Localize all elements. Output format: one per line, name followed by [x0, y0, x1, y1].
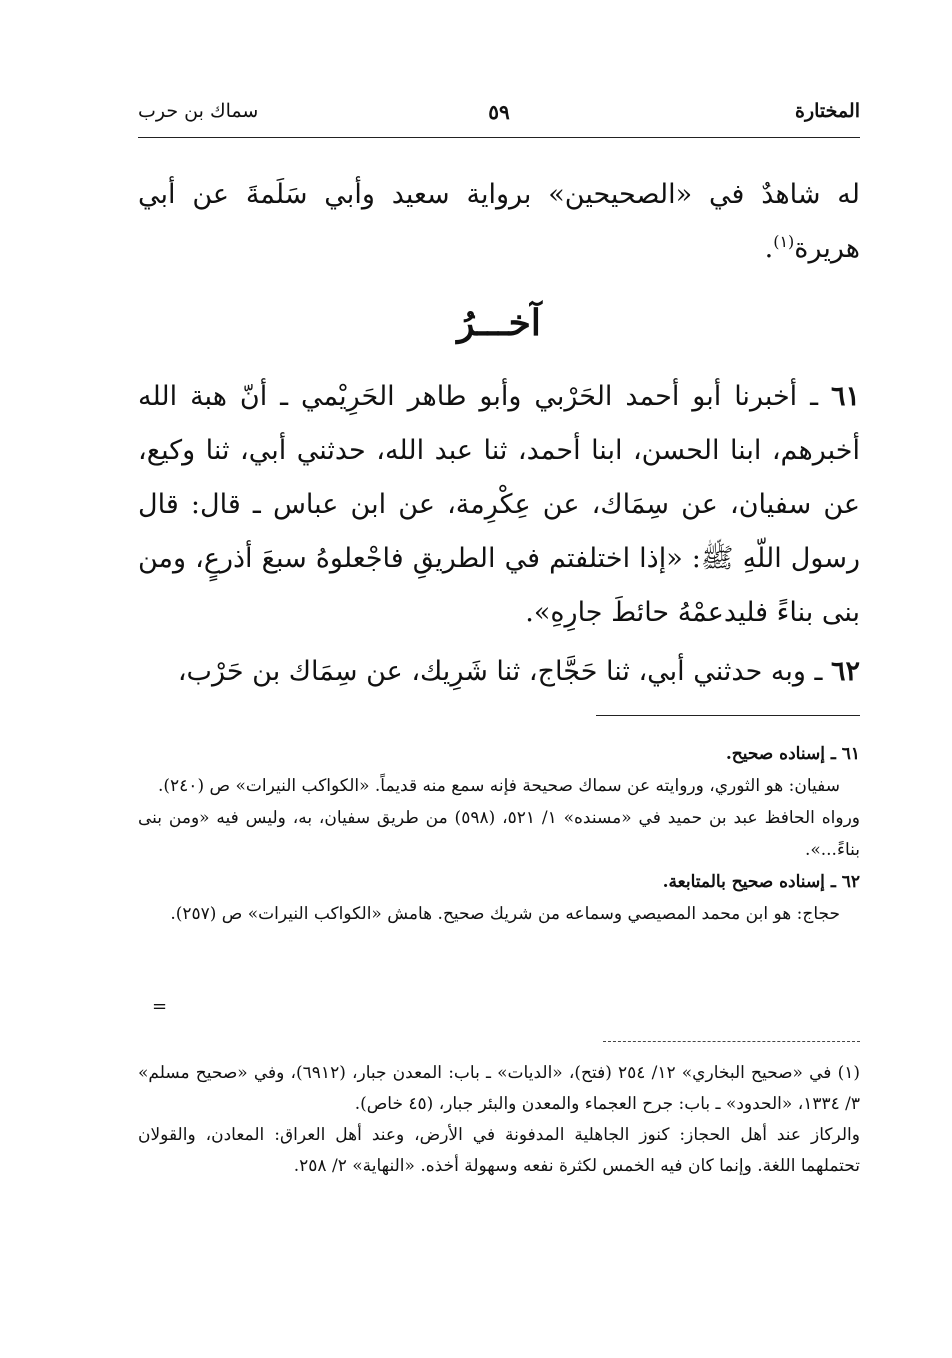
header-chapter-title: سماك بن حرب [138, 100, 259, 122]
note-61-heading: ٦١ ـ إسناده صحيح. [725, 744, 860, 764]
commentary-notes [138, 738, 860, 930]
intro-text: له شاهدٌ في «الصحيحين» برواية سعيد وأبي سَلَمةَ عن أبي هريرة [138, 179, 860, 264]
header-rule [138, 137, 860, 138]
intro-end: . [764, 233, 774, 264]
footnotes [138, 1058, 860, 1182]
note-62-heading: ٦٢ ـ إسناده صحيح بالمتابعة. [662, 872, 860, 892]
section-title: آخـــرُ [457, 302, 541, 344]
continuation-mark: = [152, 996, 168, 1017]
notes-rule [596, 715, 860, 716]
footnote-ref: (١) [773, 232, 795, 251]
hadith-62-text: ـ وبه حدثني أبي، ثنا حَجَّاج، ثنا شَرِيك، عن سِمَاك بن حَرْب، [177, 656, 823, 687]
footnote-1-part-b: والركاز عند أهل الحجاز: كنوز الجاهلية المدفونة في الأرض، وعند أهل العراق: المعادن، والقولان تحتملهما اللغة. وإنما كان فيه الخمس لكثرة نفعه وسهولة أخذه. «النهاية» ٢/ ٢٥٨. [138, 1125, 860, 1176]
header-book-title: المختارة [795, 100, 860, 122]
hadith-61-number: ٦١ [830, 381, 860, 412]
note-62-line-1: حجاج: هو ابن محمد المصيصي وسماعه من شريك صحيح. هامش «الكواكب النيرات» ص (٢٥٧). [170, 904, 840, 924]
page-number: ٥٩ [488, 100, 510, 124]
hadith-61-text: ـ أخبرنا أبو أحمد الحَرْبي وأبو طاهر الحَرِيْمي ـ أنّ هبة الله أخبرهم، ابنا الحسن، ابنا أحمد، ثنا عبد الله، حدثني أبي، ثنا وكيع، عن سفيان، عن سِمَاك، عن عِكْرِمة، عن ابن عباس ـ قال: قال رسول اللّهِ ﷺ: «إذا اختلفتم في الطريقِ فاجْعلوهُ سبعَ أذرعٍ، ومن بنى بناءً فليدعمْهُ حائطَ جارِهِ». [138, 381, 861, 628]
hadith-62 [138, 645, 860, 699]
hadith-62-number: ٦٢ [830, 656, 860, 687]
note-61-line-1: سفيان: هو الثوري، وروايته عن سماك صحيحة فإنه سمع منه قديماً. «الكواكب النيرات» ص (٢٤٠). [158, 776, 840, 796]
note-61-line-2: ورواه الحافظ عبد بن حميد في «مسنده» ١/ ٥٢١، (٥٩٨) من طريق سفيان، به، وليس فيه «ومن بنى بناءً...». [138, 808, 861, 860]
intro-paragraph [138, 168, 860, 276]
footnote-1-part-a: (١) في «صحيح البخاري» ١٢/ ٢٥٤ (فتح)، «الديات» ـ باب: المعدن جبار، (٦٩١٢)، وفي «صحيح مسلم» ٣/ ١٣٣٤، «الحدود» ـ باب: جرح العجماء والمعدن والبئر جبار، (٤٥ خاص). [138, 1063, 861, 1114]
hadith-61 [138, 370, 860, 640]
running-header [138, 100, 860, 130]
footnote-rule [603, 1041, 860, 1042]
